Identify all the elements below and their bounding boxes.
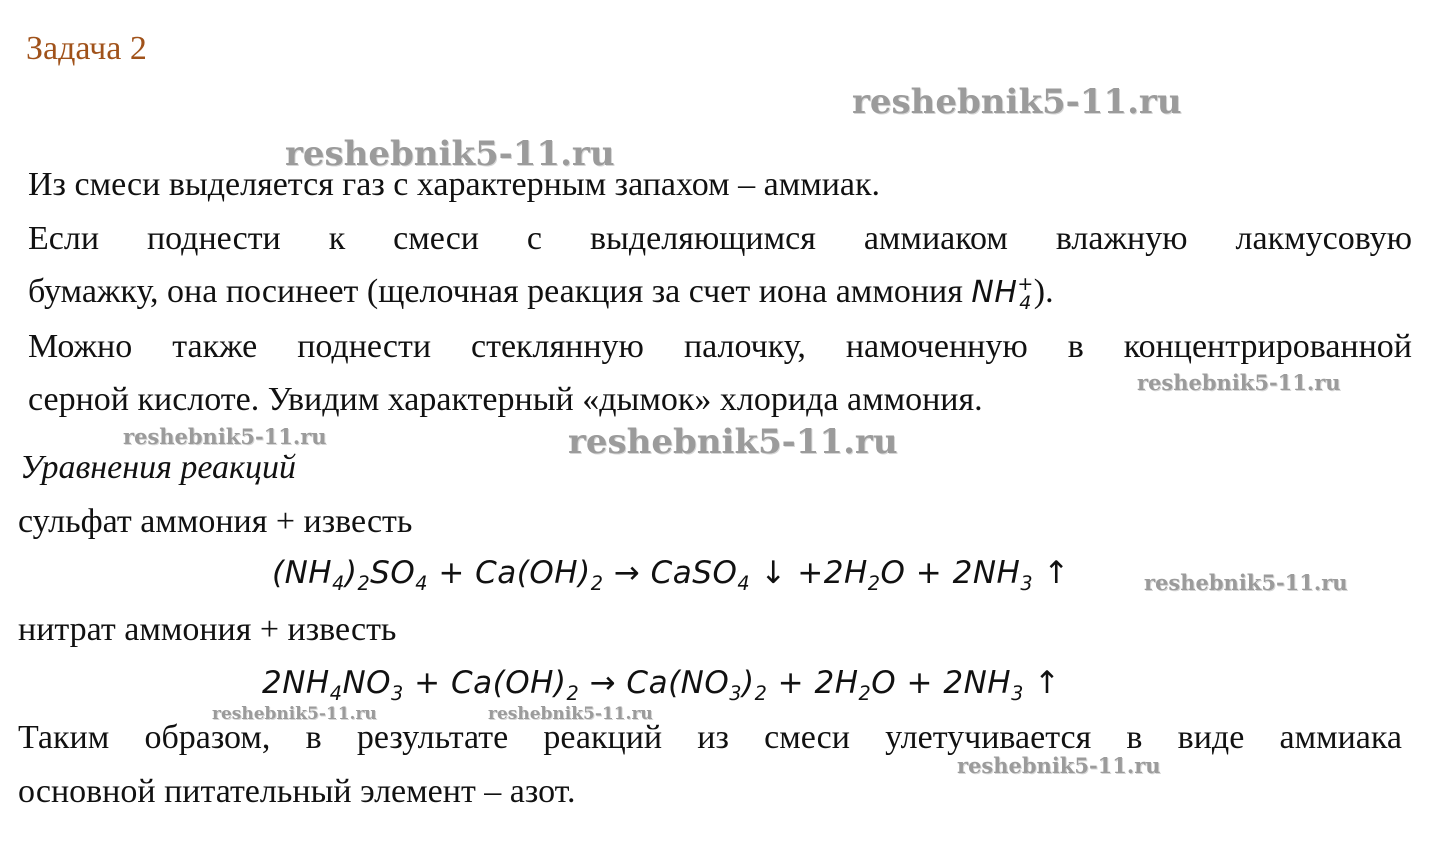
watermark: reshebnik5-11.ru	[852, 82, 1182, 122]
reaction2-label: нитрат аммония + известь	[18, 611, 397, 648]
paragraph-acid-line2: серной кислоте. Увидим характерный «дымок» хлорида аммония.	[28, 381, 983, 418]
task-title: Задача 2	[26, 30, 147, 67]
litmus-text: бумажку, она посинеет (щелочная реакция за счет иона аммония	[28, 273, 972, 310]
conclusion-line2: основной питательный элемент – азот.	[18, 773, 576, 810]
conclusion-line1: Таким образом, в результате реакций из смеси улетучивается в виде аммиака	[18, 719, 1402, 756]
reaction2-equation: $2NH_4NO_3 + Ca(OH)_2 \to Ca(NO_3)_2 + 2H_2O + 2NH_3$ ↑	[262, 665, 1061, 706]
watermark: reshebnik5-11.ru	[285, 134, 615, 174]
reaction1-label: сульфат аммония + известь	[18, 503, 413, 540]
watermark: reshebnik5-11.ru	[1137, 370, 1341, 395]
watermark: reshebnik5-11.ru	[123, 424, 327, 449]
watermark: reshebnik5-11.ru	[1144, 570, 1348, 595]
watermark: reshebnik5-11.ru	[957, 753, 1161, 778]
paragraph-litmus-line1: Если поднести к смеси с выделяющимся аммиаком влажную лакмусовую	[28, 220, 1412, 257]
watermark: reshebnik5-11.ru	[568, 422, 898, 462]
watermark: reshebnik5-11.ru	[212, 704, 377, 724]
paragraph-ammonia-release: Из смеси выделяется газ с характерным запахом – аммиак.	[28, 166, 881, 203]
reaction1-equation: $(NH_4)_2SO_4 + Ca(OH)_2$ → CaSO$_4$ ↓ $+2H_2O + 2NH_3$ ↑	[272, 555, 1070, 596]
reactions-heading: Уравнения реакций	[20, 449, 296, 486]
paragraph-acid-line1: Можно также поднести стеклянную палочку, намоченную в концентрированной	[28, 328, 1412, 365]
paragraph-litmus-line2: бумажку, она посинеет (щелочная реакция за счет иона аммония NH + 4 ).	[28, 272, 1054, 314]
watermark: reshebnik5-11.ru	[488, 704, 653, 724]
ammonium-ion: NH + 4	[971, 272, 1034, 314]
